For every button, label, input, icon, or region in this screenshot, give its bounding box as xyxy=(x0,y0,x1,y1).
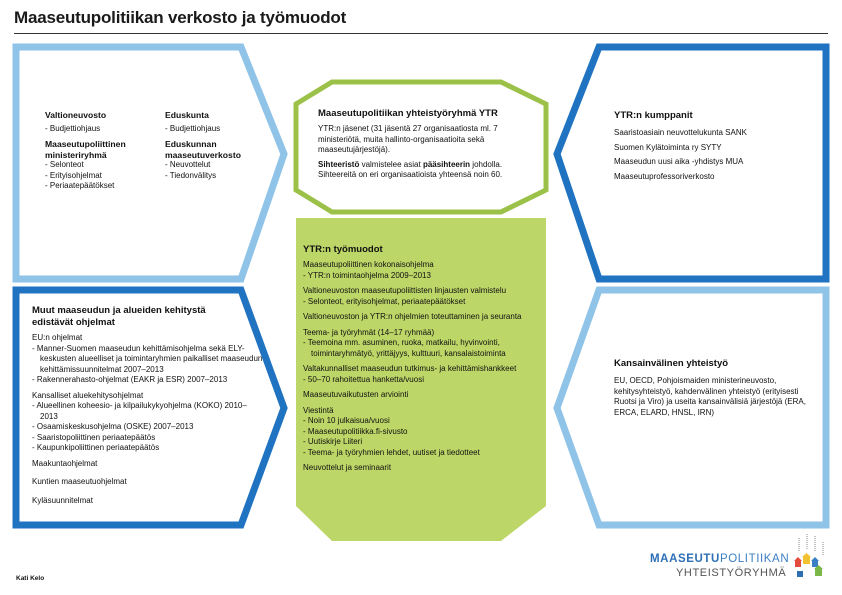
list-item: - 50–70 rahoitettua hanketta/vuosi xyxy=(303,375,543,386)
work-group: Maaseutupoliittinen kokonaisohjelma xyxy=(303,260,434,269)
work-group: Teema- ja työryhmät (14–17 ryhmää) xyxy=(303,327,435,337)
extra-item: Kyläsuunnitelmat xyxy=(32,495,93,505)
eduskunnan-verkosto-heading: Eduskunnan maaseutuverkosto xyxy=(165,139,241,160)
page-title: Maaseutupolitiikan verkosto ja työmuodot xyxy=(14,8,347,27)
list-item: - Selonteot, erityisohjelmat, periaatepäätökset xyxy=(303,297,543,308)
logo-line2: YHTEISTYÖRYHMÄ xyxy=(676,567,787,579)
kansainvalinen-text: EU, OECD, Pohjoismaiden ministerineuvosto, kehitysyhteistyö, kahdenvälinen yhteistyö (erityisesti Ruotsi ja Viro) ja useita kansainvälisiä järjestöjä (ERA, ERCA, ELARD, HNSL, IRN) xyxy=(614,376,806,417)
list-item: - Budjettiohjaus xyxy=(165,124,260,135)
ytr-secretariat-text: Sihteeristö valmistelee asiat pääsihteerin johdolla. Sihteereitä on eri organisaatioista yhteensä noin 60. xyxy=(318,159,503,179)
list-item: - Uutiskirje Liiteri xyxy=(303,437,543,448)
ministeriryhma-heading: Maaseutupoliittinen ministeriryhmä xyxy=(45,139,126,160)
list-item: - YTR:n toimintaohjelma 2009–2013 xyxy=(303,271,543,282)
work-group: Valtioneuvoston ja YTR:n ohjelmien toteuttaminen ja seuranta xyxy=(303,312,522,321)
list-item: - Tiedonvälitys xyxy=(165,171,260,182)
work-group: Valtioneuvoston maaseutupoliittisten linjausten valmistelu xyxy=(303,286,507,295)
kansainvalinen-block xyxy=(614,358,814,422)
kansalliset-label: Kansalliset aluekehitysohjelmat xyxy=(32,390,144,400)
valtioneuvosto-block xyxy=(45,110,155,197)
list-item: - Manner-Suomen maaseudun kehittämisohjelma sekä ELY-keskusten alueelliset ja toimintaryhmien paikalliset maaseudun kehittämissuunnitelmat 2007–2013 xyxy=(32,344,264,376)
list-item: - Teema- ja työryhmien lehdet, uutiset ja tiedotteet xyxy=(303,448,543,459)
work-group: Viestintä xyxy=(303,405,334,415)
eduskunta-heading: Eduskunta xyxy=(165,110,209,120)
tyomuodot-block xyxy=(303,244,543,474)
list-item: - Kaupunkipoliittinen periaatepäätös xyxy=(32,443,264,454)
ytr-heading: Maaseutupolitiikan yhteistyöryhmä YTR xyxy=(318,108,498,119)
partner-item: Suomen Kylätoiminta ry SYTY xyxy=(614,142,722,152)
valtioneuvosto-heading: Valtioneuvosto xyxy=(45,110,107,120)
list-item: - Budjettiohjaus xyxy=(45,124,155,135)
list-item: - Noin 10 julkaisua/vuosi xyxy=(303,416,543,427)
list-item: - Neuvottelut xyxy=(165,160,260,171)
muut-block xyxy=(32,305,264,510)
author-credit: Kati Kelo xyxy=(16,575,45,582)
list-item: - Maaseutupolitiikka.fi-sivusto xyxy=(303,427,543,438)
extra-item: Kuntien maaseutuohjelmat xyxy=(32,477,127,486)
village-icon xyxy=(793,531,829,581)
kumppanit-block xyxy=(614,110,804,186)
partner-item: Maaseutuprofessoriverkosto xyxy=(614,171,715,181)
kansainvalinen-heading: Kansainvälinen yhteistyö xyxy=(614,358,729,369)
list-item: - Teemoina mm. asuminen, ruoka, matkailu, hyvinvointi, toimintaryhmätyö, yrittäjyys, kulttuuri, kansalaistoiminta xyxy=(303,338,543,359)
list-item: - Periaatepäätökset xyxy=(45,181,155,192)
list-item: - Selonteot xyxy=(45,160,155,171)
list-item: - Saaristopoliittinen periaatepäätös xyxy=(32,433,264,444)
ytr-members-text: YTR:n jäsenet (31 jäsentä 27 organisaatiosta ml. 7 ministeriötä, muita hallinto-organisaatioita sekä maaseutujärjestöjä). xyxy=(318,124,498,154)
ytr-logo xyxy=(650,553,830,583)
logo-line1: MAASEUTUPOLITIIKAN xyxy=(650,553,790,565)
work-group: Maaseutuvaikutusten arviointi xyxy=(303,390,409,399)
tyomuodot-heading: YTR:n työmuodot xyxy=(303,244,383,255)
eduskunta-block xyxy=(165,110,260,186)
muut-heading: Muut maaseudun ja alueiden kehitystä edistävät ohjelmat xyxy=(32,305,206,328)
work-group: Neuvottelut ja seminaarit xyxy=(303,463,392,472)
eu-label: EU:n ohjelmat xyxy=(32,333,83,342)
extra-item: Maakuntaohjelmat xyxy=(32,458,98,468)
list-item: - Alueellinen koheesio- ja kilpailukykyohjelma (KOKO) 2010–2013 xyxy=(32,401,264,422)
partner-item: Maaseudun uusi aika -yhdistys MUA xyxy=(614,157,744,166)
list-item: - Rakennerahasto-ohjelmat (EAKR ja ESR) 2007–2013 xyxy=(32,375,264,386)
work-group: Valtakunnalliset maaseudun tutkimus- ja kehittämishankkeet xyxy=(303,364,517,373)
list-item: - Erityisohjelmat xyxy=(45,171,155,182)
list-item: - Osaamiskeskusohjelma (OSKE) 2007–2013 xyxy=(32,422,264,433)
ytr-block xyxy=(318,108,530,185)
partner-item: Saaristoasiain neuvottelukunta SANK xyxy=(614,128,747,137)
kumppanit-heading: YTR:n kumppanit xyxy=(614,110,693,121)
